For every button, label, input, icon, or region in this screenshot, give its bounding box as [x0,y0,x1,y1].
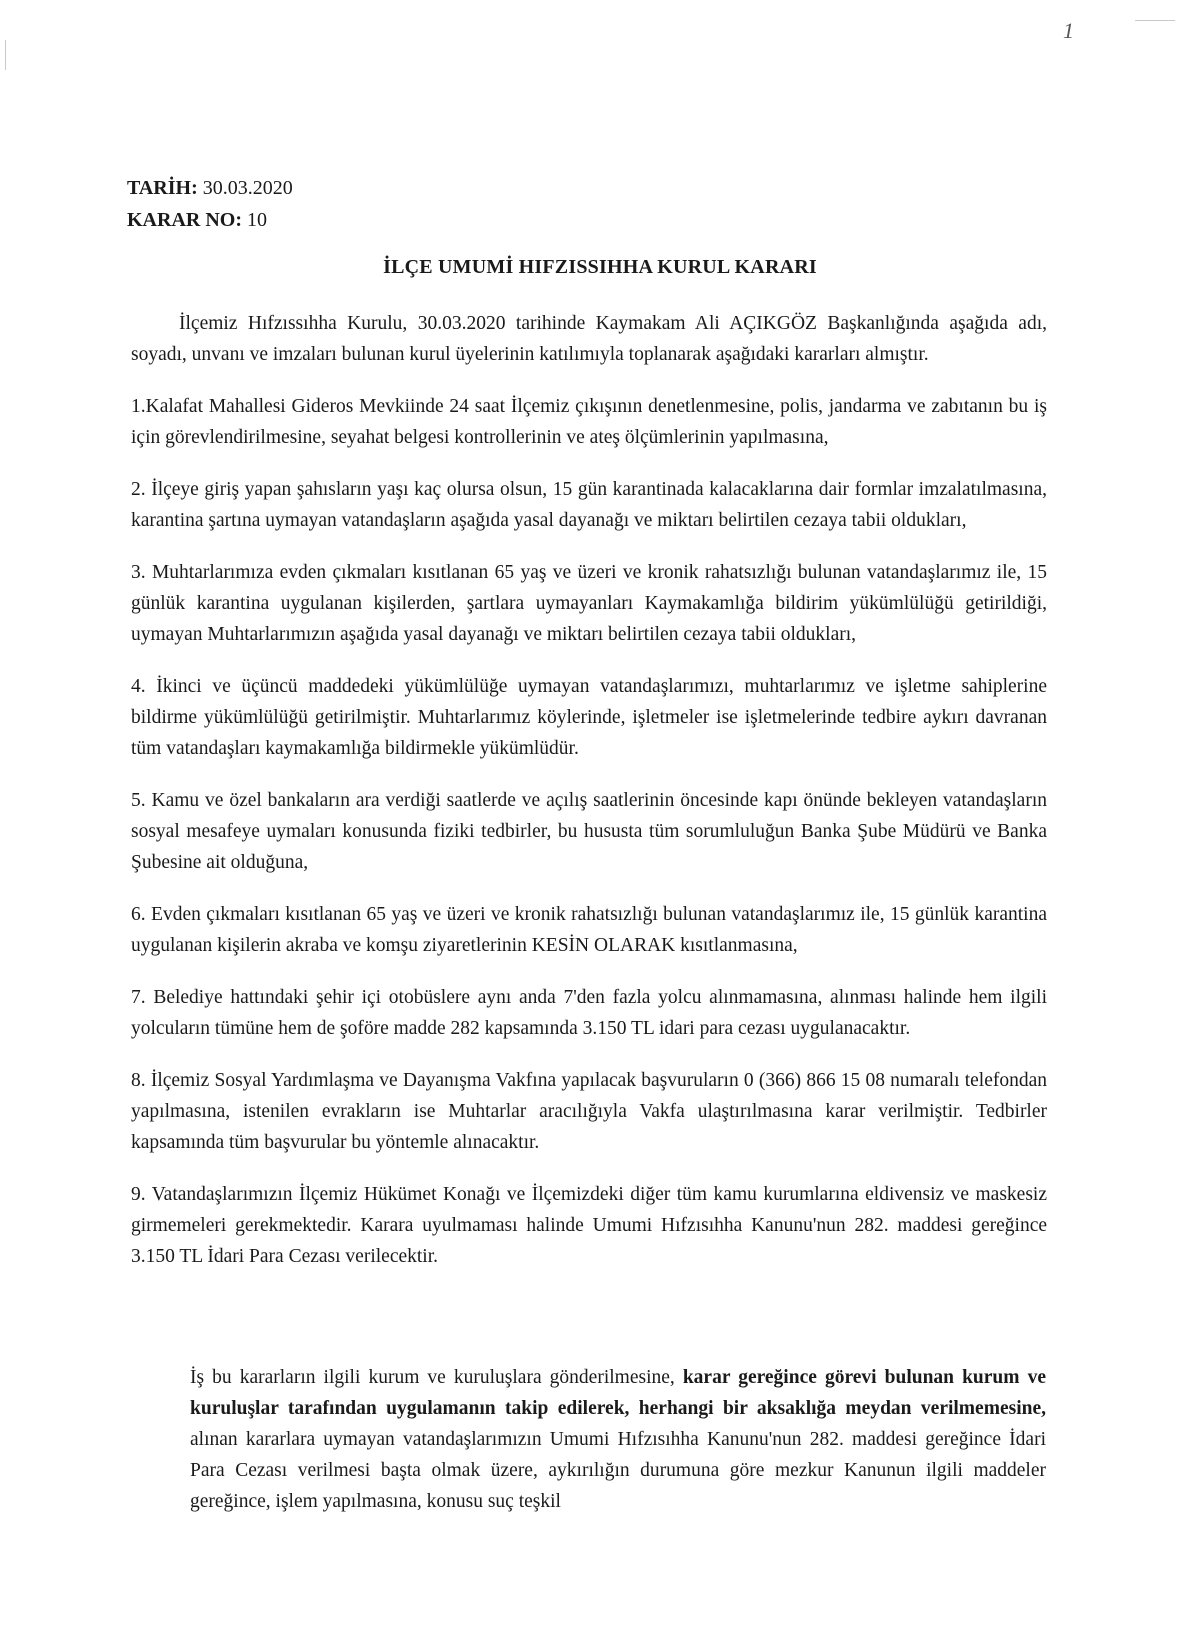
closing-text-1: İş bu kararların ilgili kurum ve kuruluşlara gönderilmesine, [190,1367,683,1388]
document-body [131,308,1047,1293]
decision-item-8: 8. İlçemiz Sosyal Yardımlaşma ve Dayanışma Vakfına yapılacak başvuruların 0 (366) 866 15 08 numaralı telefondan yapılmasına, istenilen evrakların ise Muhtarlar aracılığıyla Vakfa ulaştırılmasına karar verilmiştir. Tedbirler kapsamında tüm başvurular bu yöntemle alınacaktır. [131,1070,1047,1153]
intro-paragraph: İlçemiz Hıfzıssıhha Kurulu, 30.03.2020 tarihinde Kaymakam Ali AÇIKGÖZ Başkanlığında aşağıda adı, soyadı, unvanı ve imzaları bulunan kurul üyelerinin katılımıyla toplanarak aşağıdaki kararları almıştır. [131,313,1047,365]
scan-artifact [1135,20,1175,21]
decision-number-label: KARAR NO: [127,209,242,231]
decision-item-6: 6. Evden çıkmaları kısıtlanan 65 yaş ve üzeri ve kronik rahatsızlığı bulunan vatandaşlarımız ile, 15 günlük karantina uygulanan kişilerin akraba ve komşu ziyaretlerinin KESİN OLARAK kısıtlanmasına, [131,904,1047,956]
closing-text-2: alınan kararlara uymayan vatandaşlarımızın Umumi Hıfzısıhha Kanunu'nun 282. maddesi gereğince İdari Para Cezası verilmesi başta olmak üzere, aykırılığın durumuna göre mezkur Kanunun ilgili maddeler gereğince, işlem yapılmasına, konusu suç teşkil [190,1429,1046,1512]
date-value: 30.03.2020 [202,177,293,199]
decision-item-9: 9. Vatandaşlarımızın İlçemiz Hükümet Konağı ve İlçemizdeki diğer tüm kamu kurumlarına eldivensiz ve maskesiz girmemeleri gerekmektedir. Karara uyulmaması halinde Umumi Hıfzısıhha Kanunu'nun 282. maddesi gereğince 3.150 TL İdari Para Cezası verilecektir. [131,1184,1047,1267]
closing-paragraph [190,1362,1046,1517]
page-mark: 1 [1063,18,1074,43]
closing-text-bold: karar gereğince görevi bulunan kurum ve kuruluşlar tarafından uygulamanın takip edilerek, herhangi bir aksaklığa meydan verilmemesine, [190,1367,1046,1419]
decision-item-5: 5. Kamu ve özel bankaların ara verdiği saatlerde ve açılış saatlerinin öncesinde kapı önünde bekleyen vatandaşların sosyal mesafeye uymaları konusunda fiziki tedbirler, bu hususta tüm sorumluluğun Banka Şube Müdürü ve Banka Şubesine ait olduğuna, [131,790,1047,873]
document-header [127,172,293,236]
decision-number-value: 10 [247,209,267,231]
date-label: TARİH: [127,177,198,199]
decision-item-4: 4. İkinci ve üçüncü maddedeki yükümlülüğe uymayan vatandaşlarımızı, muhtarlarımız ve işletme sahiplerine bildirme yükümlülüğü getirilmiştir. Muhtarlarımız köylerinde, işletmeler ise işletmelerinde tedbire aykırı davranan tüm vatandaşları kaymakamlığa bildirmekle yükümlüdür. [131,676,1047,759]
decision-item-7: 7. Belediye hattındaki şehir içi otobüslere aynı anda 7'den fazla yolcu alınmamasına, alınması halinde hem ilgili yolcuların tümüne hem de şoföre madde 282 kapsamında 3.150 TL idari para cezası uygulanacaktır. [131,987,1047,1039]
decision-item-1: 1.Kalafat Mahallesi Gideros Mevkiinde 24 saat İlçemiz çıkışının denetlenmesine, polis, jandarma ve zabıtanın bu iş için görevlendirilmesine, seyahat belgesi kontrollerinin ve ateş ölçümlerinin yapılmasına, [131,396,1047,448]
document-title: İLÇE UMUMİ HIFZISSIHHA KURUL KARARI [383,256,817,278]
decision-item-3: 3. Muhtarlarımıza evden çıkmaları kısıtlanan 65 yaş ve üzeri ve kronik rahatsızlığı bulunan vatandaşlarımız ile, 15 günlük karantina uygulanan kişilerden, şartlara uymayanları Kaymakamlığa bildirim yükümlülüğü getirildiği, uymayan Muhtarlarımızın aşağıda yasal dayanağı ve miktarı belirtilen cezaya tabii oldukları, [131,562,1047,645]
date-line [127,172,293,204]
decision-item-2: 2. İlçeye giriş yapan şahısların yaşı kaç olursa olsun, 15 gün karantinada kalacaklarına dair formlar imzalatılmasına, karantina şartına uymayan vatandaşların aşağıda yasal dayanağı ve miktarı belirtilen cezaya tabii oldukları, [131,479,1047,531]
scan-artifact [5,40,6,70]
decision-number-line [127,204,293,236]
